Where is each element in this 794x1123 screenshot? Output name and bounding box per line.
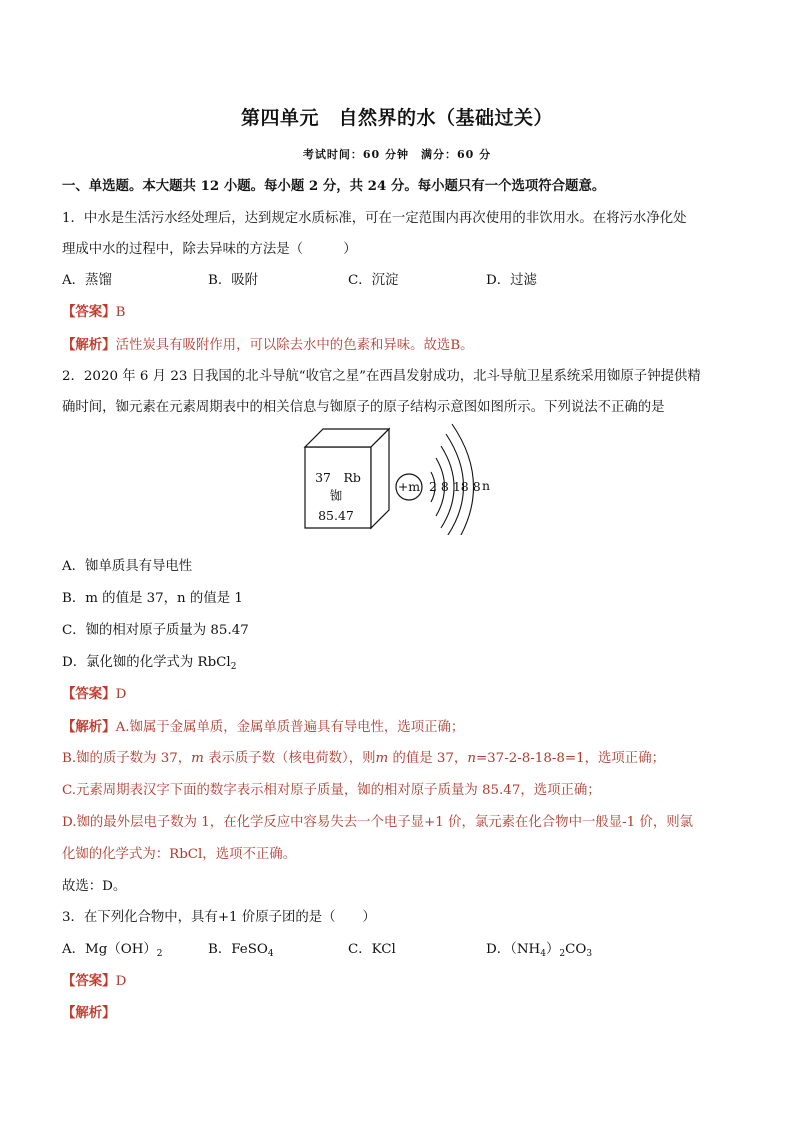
subscript: 2	[559, 949, 566, 959]
outer-shell-n: n	[482, 478, 491, 493]
analysis-text: A.铷属于金属单质，金属单质普遍具有导电性，选项正确；	[115, 720, 465, 735]
analysis-fragment: B.铷的质子数为 37，	[62, 751, 192, 766]
nucleus-charge: +m	[397, 479, 421, 494]
analysis-text: 活性炭具有吸附作用，可以除去水中的色素和异味。故选B。	[115, 338, 474, 353]
answer-value: D	[115, 974, 127, 989]
answer-value: D	[115, 687, 127, 702]
q1-answer	[62, 303, 125, 322]
subscript: 4	[267, 949, 274, 959]
q3-option-d	[486, 941, 592, 963]
q2-analysis-line3: C.元素周期表汉字下面的数字表示相对原子质量，铷的相对原子质量为 85.47，选项正确；	[62, 783, 601, 798]
option-d-text: D．氯化铷的化学式为 RbCl	[62, 655, 231, 670]
subscript: 2	[230, 662, 237, 672]
q3-option-c: C．KCl	[348, 942, 396, 957]
q3-stem: 3．在下列化合物中，具有+1 价原子团的是（ ）	[62, 910, 376, 925]
analysis-tag: 【解析】	[62, 1005, 116, 1021]
analysis-tag: 【解析】	[62, 337, 116, 353]
element-name: 铷	[329, 488, 343, 503]
answer-tag: 【答案】	[62, 973, 116, 989]
option-text: D．（NH	[486, 942, 541, 957]
subscript: 3	[586, 949, 593, 959]
analysis-fragment: 的值是 37，	[388, 751, 468, 766]
atom-structure	[396, 424, 490, 535]
q2-analysis-line1	[62, 718, 464, 737]
rubidium-diagram	[295, 420, 495, 535]
q3-option-a	[62, 941, 163, 963]
italic-n: n	[467, 751, 476, 766]
q3-answer	[62, 972, 126, 991]
subscript: 4	[540, 949, 546, 959]
q2-stem-line1: 2．2020 年 6 月 23 日我国的北斗导航“收官之星”在西昌发射成功，北斗导航卫星系统采用铷原子钟提供精	[62, 369, 701, 384]
q2-option-c: C．铷的相对原子质量为 85.47	[62, 623, 249, 638]
subscript: 2	[156, 949, 163, 959]
q2-analysis-line2	[62, 750, 665, 768]
analysis-fragment: =37-2-8-18-8=1，选项正确；	[475, 751, 665, 766]
answer-value: B	[115, 305, 126, 320]
italic-m: m	[375, 751, 389, 766]
q1-option-b: B．吸附	[208, 273, 259, 288]
analysis-fragment: 表示质子数（核电荷数），则	[203, 751, 376, 766]
element-mass: 85.47	[318, 508, 354, 523]
page-title: 第四单元 自然界的水（基础过关）	[240, 107, 553, 129]
q1-option-c: C．沉淀	[348, 273, 399, 288]
option-text: CO	[565, 942, 587, 957]
option-text: A．Mg（OH）	[62, 942, 157, 957]
q3-option-b	[208, 941, 274, 963]
answer-tag: 【答案】	[62, 686, 116, 702]
italic-m: m	[191, 751, 204, 766]
q3-analysis	[62, 1004, 116, 1023]
element-number-symbol: 37 Rb	[315, 470, 361, 485]
q1-option-a: A．蒸馏	[62, 273, 112, 288]
q1-option-d: D．过滤	[486, 273, 537, 288]
exam-info: 考试时间：60 分钟 满分：60 分	[302, 148, 492, 161]
option-text: ）	[545, 942, 560, 957]
shell-electrons: 2 8 18 8	[429, 479, 481, 494]
q2-option-a: A．铷单质具有导电性	[62, 559, 193, 574]
q2-conclusion: 故选：D。	[62, 879, 127, 894]
q1-analysis	[62, 336, 474, 355]
q2-analysis-line4: D.铷的最外层电子数为 1，在化学反应中容易失去一个电子显+1 价，氯元素在化合物中一般显-1 价，则氯	[62, 815, 693, 830]
q1-stem-line1: 1．中水是生活污水经处理后，达到规定水质标准，可在一定范围内再次使用的非饮用水。在将污水净化处	[62, 211, 687, 226]
q2-option-d	[62, 654, 236, 676]
section-heading: 一、单选题。本大题共 12 小题。每小题 2 分，共 24 分。每小题只有一个选项符合题意。	[62, 178, 606, 194]
periodic-table-cell	[305, 429, 389, 528]
answer-tag: 【答案】	[62, 304, 116, 320]
analysis-tag: 【解析】	[62, 719, 116, 735]
option-text: B．FeSO	[208, 942, 268, 957]
q2-analysis-line5: 化铷的化学式为：RbCl，选项不正确。	[62, 847, 297, 862]
q2-answer	[62, 685, 126, 704]
q2-stem-line2: 确时间，铷元素在元素周期表中的相关信息与铷原子的原子结构示意图如图所示。下列说法不正确的是	[62, 400, 665, 415]
q2-option-b: B．m 的值是 37，n 的值是 1	[62, 591, 243, 606]
q1-stem-line2: 理成中水的过程中，除去异味的方法是（ ）	[62, 242, 357, 257]
